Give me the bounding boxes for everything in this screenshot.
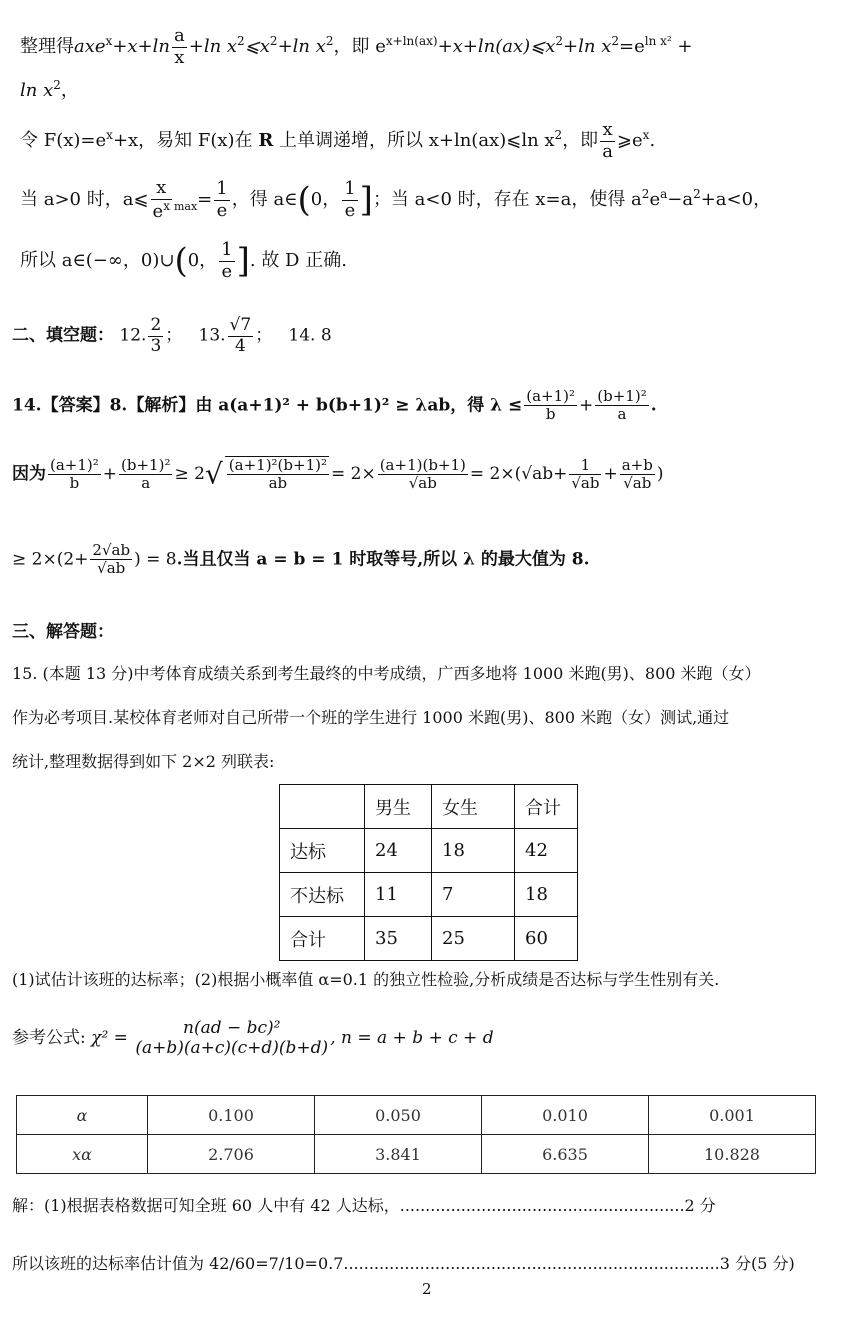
text: 令 F(x)=e: [20, 130, 107, 152]
fraction: [569, 457, 601, 493]
math: ln x: [20, 80, 54, 101]
fraction: [524, 388, 577, 424]
table-cell: [280, 785, 365, 829]
table-row: [17, 1096, 816, 1135]
text: = 2×: [330, 463, 376, 484]
problem-15-line-2: 作为必考项目.某校体育老师对自己所带一个班的学生进行 1000 米跑(男)、800 米跑（女）测试,通过: [12, 708, 730, 727]
text: ) = 8: [134, 549, 177, 570]
derivation-line-4: [20, 178, 771, 222]
derivation-line-2: [20, 78, 79, 102]
fraction: [620, 457, 655, 493]
den: (a+b)(a+c)(c+d)(b+d): [135, 1038, 329, 1059]
sup: x: [106, 128, 113, 143]
fraction: [151, 178, 172, 222]
table-cell: 0.010: [482, 1096, 649, 1135]
math: +x+ln: [112, 36, 170, 58]
solution-line-1: 解：(1)根据表格数据可知全班 60 人中有 42 人达标，........................................................2 分: [12, 1196, 716, 1215]
den: a: [141, 473, 151, 492]
label: 13.: [198, 325, 226, 346]
section-title: 二、填空题：: [12, 325, 114, 346]
sep: ；: [255, 325, 273, 346]
num: a+b: [621, 455, 653, 474]
num: (a+1)²: [526, 387, 576, 405]
bold-r: R: [258, 130, 274, 152]
den: √ab: [571, 473, 600, 492]
op: +: [553, 463, 568, 484]
page-number: 2: [422, 1280, 432, 1298]
text: ⩾e: [616, 130, 643, 152]
table-cell: 24: [365, 829, 432, 873]
paren: (: [297, 179, 311, 220]
text: ，: [60, 80, 79, 101]
table-cell: 女生: [432, 785, 515, 829]
sup: 2: [269, 34, 278, 49]
num: (b+1)²: [597, 387, 647, 405]
sup: x: [163, 198, 170, 213]
label: 12.: [119, 325, 147, 346]
num: x: [600, 120, 615, 142]
derivation-line-5: [20, 240, 347, 282]
table-cell: 合计: [515, 785, 578, 829]
table-cell: 合计: [280, 917, 365, 961]
table-cell: 3.841: [315, 1135, 482, 1174]
paren: ]: [236, 240, 250, 281]
text: +a<0，: [700, 189, 772, 211]
num: (a+1)²(b+1)²: [228, 456, 327, 474]
section-2-line: [12, 316, 332, 356]
sup: 2: [611, 34, 619, 49]
sup: ln x²: [644, 34, 672, 49]
den: 3: [150, 335, 162, 356]
questions-line: (1)试估计该班的达标率；(2)根据小概率值 α=0.1 的独立性检验,分析成绩是否达标与学生性别有关.: [12, 970, 720, 989]
sup: 2: [693, 187, 701, 202]
label: 参考公式:: [12, 1027, 86, 1048]
text: 整理得: [20, 36, 74, 58]
derivation-line-1: [20, 26, 693, 68]
sup: 2: [641, 187, 650, 202]
den: √ab: [408, 473, 437, 492]
text: 0，: [187, 250, 218, 272]
den: e: [221, 260, 233, 282]
table-cell: 0.100: [148, 1096, 315, 1135]
den: a: [602, 140, 613, 162]
fraction: [228, 316, 254, 356]
den: ab: [268, 474, 288, 493]
den: √ab: [97, 559, 126, 578]
derivation-line-3: [20, 120, 655, 162]
sep: ；: [165, 325, 183, 346]
fraction: [172, 26, 187, 68]
table-row: [280, 917, 578, 961]
table-row: [280, 873, 578, 917]
reference-table: [16, 1095, 816, 1174]
sup: 2: [555, 34, 564, 49]
paren: (: [174, 240, 188, 281]
text: ，即 e: [333, 36, 386, 58]
math: +ln x: [563, 36, 612, 58]
table-cell: 0.050: [315, 1096, 482, 1135]
table-cell: 25: [432, 917, 515, 961]
fraction: [595, 388, 648, 424]
text: 14. 8: [288, 325, 332, 346]
num: 1: [216, 178, 228, 199]
table-cell: α: [17, 1096, 148, 1135]
section-3-title: [12, 622, 114, 642]
text: 0，: [310, 189, 341, 211]
sup: 2: [237, 34, 245, 49]
den-base: e: [152, 200, 164, 222]
text: −a: [667, 189, 694, 211]
num: (b+1)²: [121, 455, 171, 474]
fraction: [219, 240, 234, 282]
text: =e: [619, 36, 645, 58]
text: ≥ 2×(2+: [12, 549, 89, 570]
problem-15-line-1: 15. (本题 13 分)中考体育成绩关系到考生最终的中考成绩，广西多地将 1000 米跑(男)、800 米跑（女）: [12, 664, 761, 683]
text: ；当 a<0 时，存在 x=a，使得 a: [372, 189, 642, 211]
solution-line-2: 所以该班的达标率估计值为 42/60=7/10=0.7..........................................................................3 分(5 分): [12, 1254, 795, 1273]
table-cell: 6.635: [482, 1135, 649, 1174]
problem-15-line-3: 统计,整理数据得到如下 2×2 列联表:: [12, 752, 275, 771]
num: (a+1)(b+1): [379, 455, 466, 474]
text: .当且仅当 a = b = 1 时取等号,所以 λ 的最大值为 8.: [176, 549, 590, 570]
fraction: [119, 457, 172, 493]
den: √ab: [623, 473, 652, 492]
fraction: [214, 179, 229, 221]
num: n(ad − bc)²: [183, 1018, 281, 1038]
num: 2√ab: [92, 541, 131, 559]
table-cell: 18: [432, 829, 515, 873]
text: √ab: [521, 463, 554, 484]
math: , n = a + b + c + d: [330, 1027, 494, 1048]
table-cell: 60: [515, 917, 578, 961]
text: ): [656, 463, 664, 484]
text: 当 a>0 时，a⩽: [20, 189, 149, 211]
num: x: [151, 178, 172, 200]
op: +: [579, 395, 594, 416]
because-line: [12, 456, 663, 493]
op: +: [102, 463, 118, 484]
sup: x+ln(ax): [385, 34, 438, 49]
math: ⩽x: [244, 36, 270, 58]
text: ，得 a∈: [231, 189, 298, 211]
fraction: [135, 1018, 328, 1059]
q14-line: [12, 388, 657, 424]
table-cell: 10.828: [649, 1135, 816, 1174]
contingency-table: [279, 784, 578, 961]
den: x: [174, 46, 185, 68]
den: e: [344, 199, 356, 221]
table-header-row: [280, 785, 578, 829]
answer-head: 14.【答案】8.【解析】: [12, 395, 196, 416]
fraction: [148, 316, 163, 356]
table-cell: 不达标: [280, 873, 365, 917]
text: = 2×(: [469, 463, 522, 484]
fraction: [378, 457, 468, 493]
num: a: [174, 25, 185, 46]
fraction: [48, 457, 101, 493]
num: (a+1)²: [50, 455, 99, 474]
fraction: [342, 179, 357, 221]
den: b: [545, 405, 556, 424]
table-cell: 男生: [365, 785, 432, 829]
sup: 2: [554, 128, 563, 143]
num: 1: [344, 178, 356, 199]
table-cell: 11: [365, 873, 432, 917]
paren: ]: [359, 179, 373, 220]
fraction: [90, 542, 132, 578]
table-cell: 18: [515, 873, 578, 917]
sup: x: [105, 34, 113, 49]
num: √7: [229, 315, 252, 335]
op: +: [603, 463, 618, 484]
radical: √: [204, 457, 223, 491]
text: 上单调递增，所以 x+ln(ax)⩽ln x: [273, 130, 555, 152]
formula-line: [12, 1018, 494, 1059]
conclusion-line: [12, 542, 590, 578]
math: +ln x: [188, 36, 238, 58]
table-cell: 0.001: [649, 1096, 816, 1135]
math: axe: [74, 36, 106, 58]
sup: 2: [53, 78, 61, 92]
text: e: [649, 189, 661, 211]
den: b: [69, 473, 80, 492]
text: 所以 a∈(−∞，0)∪: [20, 250, 175, 272]
math: χ² =: [91, 1027, 128, 1048]
text: .: [650, 395, 657, 416]
table-cell: 2.706: [148, 1135, 315, 1174]
text: 由 a(a+1)² + b(b+1)² ≥ λab，得 λ ≤: [195, 395, 523, 416]
sup: x: [642, 128, 650, 143]
fraction: [225, 456, 329, 493]
table-row: [17, 1135, 816, 1174]
math: +ln x: [277, 36, 326, 58]
table-row: [280, 829, 578, 873]
table-cell: 达标: [280, 829, 365, 873]
table-cell: xα: [17, 1135, 148, 1174]
table-cell: 7: [432, 873, 515, 917]
num: 1: [569, 457, 601, 475]
sub: max: [173, 199, 198, 213]
title: 三、解答题：: [12, 622, 114, 642]
den: e: [216, 199, 228, 221]
text: +x，易知 F(x)在: [112, 130, 259, 152]
table-cell: 35: [365, 917, 432, 961]
den: a: [617, 405, 627, 424]
text: .: [649, 130, 656, 152]
text: ≥ 2: [174, 463, 205, 484]
fraction: [600, 120, 615, 162]
text: +: [671, 36, 693, 58]
text: . 故 D 正确.: [249, 250, 347, 272]
text: 因为: [12, 463, 46, 484]
math: +x+ln(ax)⩽x: [437, 36, 556, 58]
sup: 2: [325, 34, 334, 49]
sup: a: [660, 187, 668, 202]
num: 1: [221, 239, 233, 260]
text: ，即: [562, 130, 599, 152]
text: =: [197, 189, 213, 211]
den: [151, 200, 172, 223]
den: 4: [234, 335, 246, 356]
table-cell: 42: [515, 829, 578, 873]
num: 2: [150, 315, 162, 335]
